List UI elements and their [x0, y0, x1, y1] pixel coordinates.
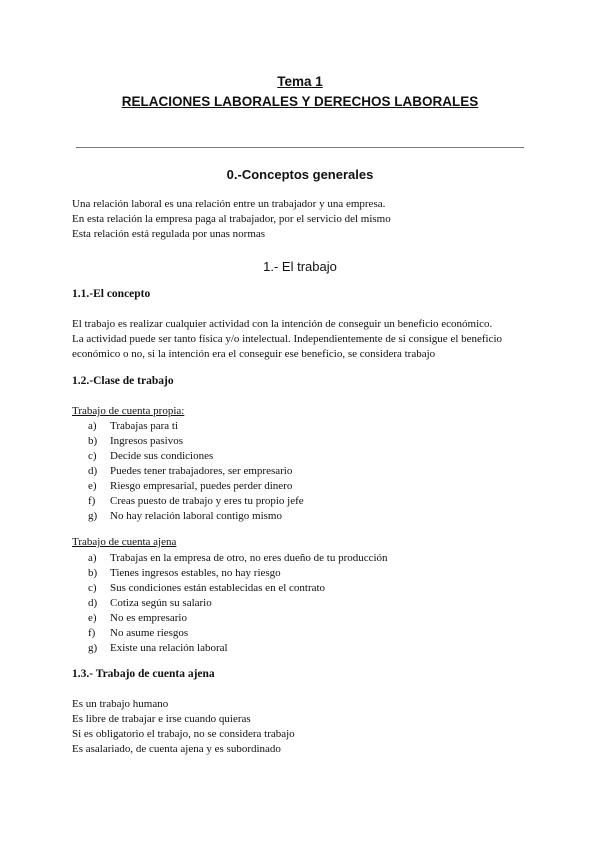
list-item — [88, 641, 388, 656]
cuenta-ajena-label: Trabajo de cuenta ajena — [72, 536, 177, 548]
text-line: Es un trabajo humano — [72, 698, 169, 710]
document-title: RELACIONES LABORALES Y DERECHOS LABORALES — [121, 94, 479, 109]
text-line: Esta relación está regulada por unas normas — [72, 228, 266, 240]
text-line: Una relación laboral es una relación entre un trabajador y una empresa. — [72, 198, 386, 210]
list-item-text: No hay relación laboral contigo mismo — [110, 510, 282, 522]
list-item-text: No es empresario — [110, 612, 187, 624]
list-item-text: Tienes ingresos estables, no hay riesgo — [110, 567, 281, 579]
list-marker: e) — [88, 612, 97, 624]
list-item — [88, 479, 304, 494]
tema-number: Tema 1 — [277, 74, 323, 89]
list-marker: a) — [88, 420, 97, 432]
list-item-text: Puedes tener trabajadores, ser empresario — [110, 465, 293, 477]
text-line: económico o no, si la intención era el conseguir ese beneficio, se considera trabajo — [72, 348, 436, 360]
list-item-text: Sus condiciones están establecidas en el contrato — [110, 582, 326, 594]
list-item — [88, 464, 304, 479]
list-item-text: Trabajas en la empresa de otro, no eres dueño de tu producción — [110, 552, 388, 564]
list-item — [88, 551, 388, 566]
subsection-1-2-heading: 1.2.-Clase de trabajo — [72, 375, 174, 387]
text-line: El trabajo es realizar cualquier actividad con la intención de conseguir un beneficio económico. — [72, 318, 493, 330]
list-item — [88, 449, 304, 464]
list-item — [88, 419, 304, 434]
list-item-text: Riesgo empresarial, puedes perder dinero — [110, 480, 293, 492]
list-marker: c) — [88, 582, 97, 594]
section-0-heading: 0.-Conceptos generales — [226, 167, 374, 182]
list-marker: a) — [88, 552, 97, 564]
horizontal-divider — [76, 147, 524, 148]
list-item — [88, 509, 304, 524]
subsection-1-1-heading: 1.1.-El concepto — [72, 288, 151, 300]
section-0-text — [72, 197, 532, 242]
list-item — [88, 596, 388, 611]
list-marker: g) — [88, 642, 98, 654]
list-item-text: Existe una relación laboral — [110, 642, 228, 654]
list-marker: b) — [88, 567, 98, 579]
list-item-text: No asume riesgos — [110, 627, 189, 639]
list-item — [88, 581, 388, 596]
subsection-1-3-text — [72, 697, 532, 757]
list-item — [88, 494, 304, 509]
list-item — [88, 566, 388, 581]
list-item-text: Decide sus condiciones — [110, 450, 214, 462]
cuenta-ajena-list — [88, 551, 388, 656]
list-item — [88, 626, 388, 641]
list-marker: f) — [88, 495, 96, 507]
list-item-text: Cotiza según su salario — [110, 597, 212, 609]
list-item-text: Creas puesto de trabajo y eres tu propio jefe — [110, 495, 304, 507]
list-marker: c) — [88, 450, 97, 462]
list-marker: d) — [88, 465, 98, 477]
list-marker: b) — [88, 435, 98, 447]
section-1-heading: 1.- El trabajo — [263, 259, 337, 274]
text-line: Es libre de trabajar e irse cuando quieras — [72, 713, 251, 725]
text-line: Si es obligatorio el trabajo, no se considera trabajo — [72, 728, 295, 740]
list-item — [88, 434, 304, 449]
text-line: Es asalariado, de cuenta ajena y es subordinado — [72, 743, 281, 755]
text-line: La actividad puede ser tanto física y/o intelectual. Independientemente de si consigue el beneficio — [72, 333, 503, 345]
subsection-1-3-heading: 1.3.- Trabajo de cuenta ajena — [72, 668, 215, 680]
list-marker: e) — [88, 480, 97, 492]
subsection-1-1-text — [72, 317, 532, 362]
list-item-text: Ingresos pasivos — [110, 435, 184, 447]
list-item — [88, 611, 388, 626]
list-item-text: Trabajas para ti — [110, 420, 179, 432]
list-marker: f) — [88, 627, 96, 639]
cuenta-propia-list — [88, 419, 304, 524]
cuenta-propia-label: Trabajo de cuenta propia: — [72, 405, 185, 417]
list-marker: d) — [88, 597, 98, 609]
list-marker: g) — [88, 510, 98, 522]
text-line: En esta relación la empresa paga al trabajador, por el servicio del mismo — [72, 213, 391, 225]
